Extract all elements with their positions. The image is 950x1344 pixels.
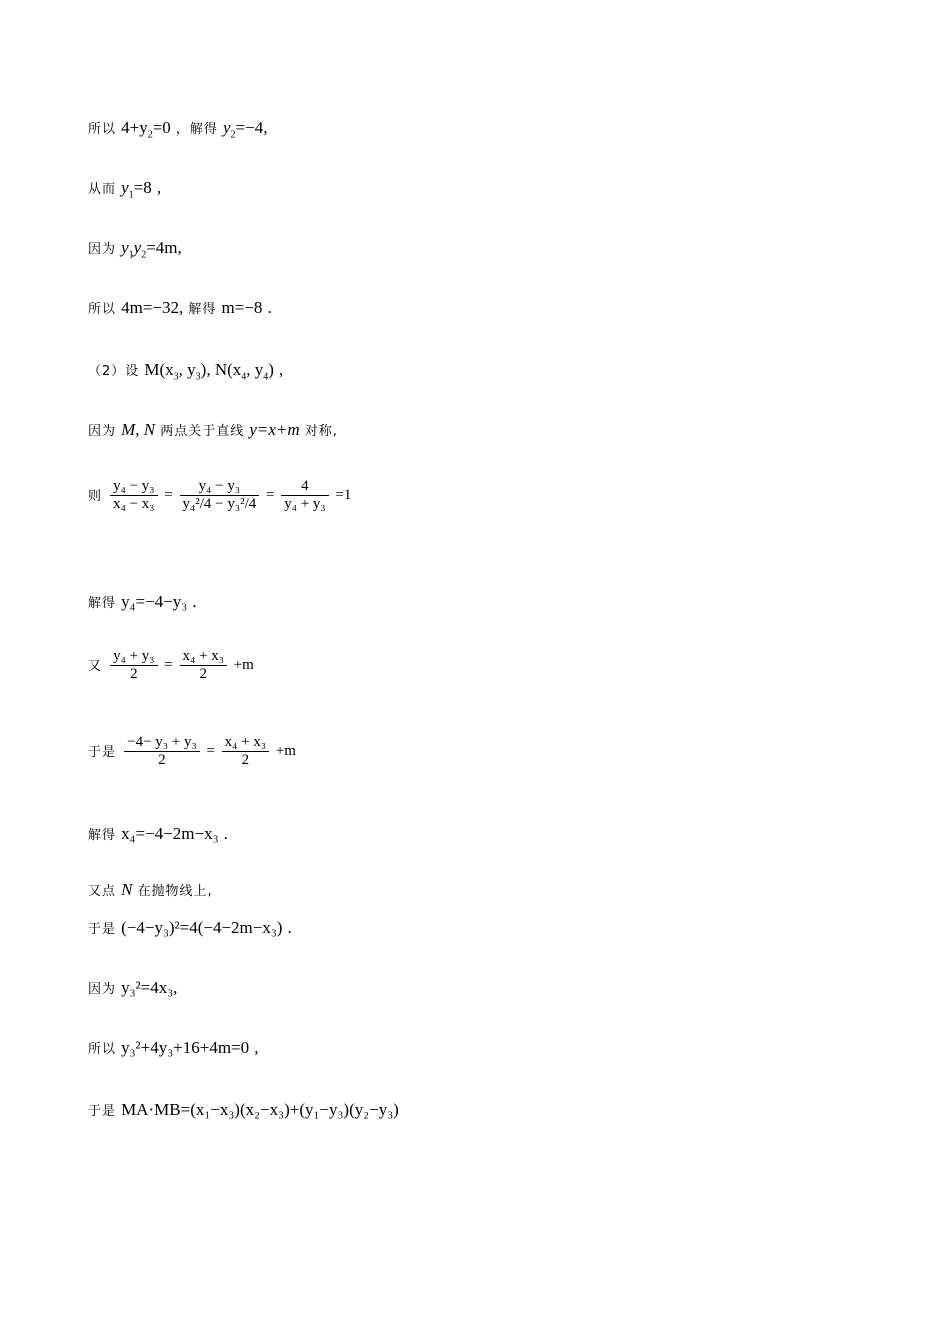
equation: m=−8 [221,298,263,317]
punctuation: . [287,918,292,937]
text: 对称, [304,424,338,439]
line-10 [88,734,296,769]
line-7 [88,478,351,513]
text: 因为 [88,982,117,997]
line-15 [88,1038,258,1058]
text: 于是 [88,922,117,937]
text: 于是 [88,1104,117,1119]
line-12 [88,880,213,900]
line-14 [88,978,177,998]
equation: y₃²+4y₃+16+4m=0 [121,1038,250,1057]
line-5 [88,360,283,382]
punctuation: , [254,1038,259,1057]
equation: $y_1=8$ [121,178,152,201]
text: 所以 [88,122,117,137]
text: 又 [88,659,103,674]
punctuation: . [267,298,272,317]
text: 因为 [88,424,117,439]
equation: $\frac{\text{y₄ + y₃}}{2}$ = $\frac{\text{x₄ + x₃}}{2}$ +m [107,648,254,683]
line-3 [88,238,182,260]
text: 所以 [88,302,117,317]
equation: $M(x_3$, $y_3$), $N(x_4$, $y_4$) [144,360,274,383]
text: 解得 [88,596,117,611]
punctuation: . [192,592,197,611]
equation: (−4−y₃)²=4(−4−2m−x₃) [121,918,283,937]
line-8 [88,592,197,612]
equation: $\frac{\text{y₄ − y₃}}{\text{x₄ − x₃}}$ = $\frac{\text{y₄ − y₃}}{\text{y₄²/4 − y₃²/4}}$ = $\frac{4}{\text{y₄ + y₃}}$ =1 [107,478,351,513]
equation: $y_2=-4$, [223,118,268,141]
text: 解得 [188,302,217,317]
equation: x₄=−4−2m−x₃ [121,824,219,843]
equation: M, N [121,420,156,439]
punctuation: , [279,360,284,379]
text: 两点关于直线 [160,424,245,439]
equation: y=x+m [249,420,300,439]
equation: N [121,880,133,899]
line-6 [88,420,338,440]
equation: $y_1y_2=4m$, [121,238,182,261]
equation: y₄=−4−y₃ [121,592,188,611]
line-13 [88,918,292,938]
text: （2）设 [88,364,140,379]
line-2 [88,178,161,200]
line-16 [88,1100,399,1120]
equation: y₃²=4x₃, [121,978,178,997]
punctuation: . [223,824,228,843]
punctuation: , [156,178,162,197]
text: 因为 [88,242,117,257]
text: 于是 [88,745,117,760]
equation: 4m=−32, [121,298,184,317]
text: ，解得 [175,122,218,137]
text: 解得 [88,828,117,843]
line-1 [88,118,267,140]
equation: $\frac{\text{−4− y₃ + y₃}}{2}$ = $\frac{\text{x₄ + x₃}}{2}$ +m [121,734,296,769]
equation: MA·MB=(x₁−x₃)(x₂−x₃)+(y₁−y₃)(y₂−y₃) [121,1100,399,1119]
equation: $4+y_2=0$ [121,118,171,141]
text: 又点 [88,884,117,899]
text: 从而 [88,182,117,197]
line-4 [88,298,272,318]
text: 则 [88,489,103,504]
line-11 [88,824,228,844]
text: 在抛物线上, [137,884,213,899]
line-9 [88,648,254,683]
text: 所以 [88,1042,117,1057]
